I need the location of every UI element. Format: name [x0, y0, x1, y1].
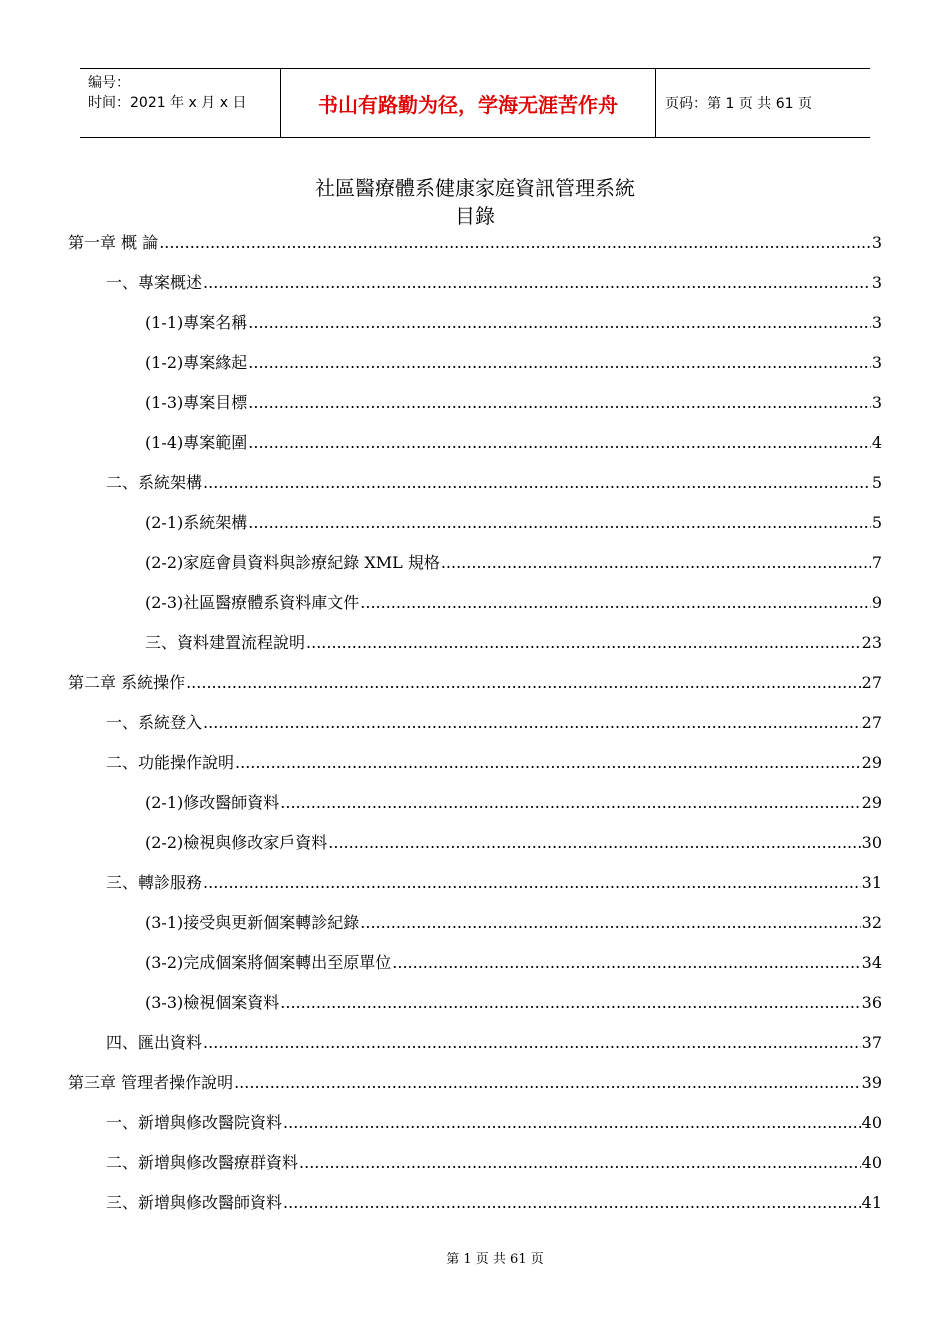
- toc-leader-dots: [441, 552, 871, 574]
- toc-entry[interactable]: [68, 1072, 882, 1112]
- toc-leader-dots: [248, 352, 871, 374]
- toc-leader-dots: [203, 472, 871, 494]
- toc-entry-page: 34: [861, 953, 882, 972]
- toc-entry-label: (3-3)檢視個案資料: [145, 993, 280, 1012]
- toc-entry[interactable]: [68, 752, 882, 792]
- toc-entry-label: 二、系統架構: [106, 473, 203, 492]
- toc-entry-page: 39: [861, 1073, 882, 1092]
- toc-entry-label: (2-1)修改醫師資料: [145, 793, 280, 812]
- toc-leader-dots: [306, 632, 861, 654]
- toc-entry-label: (3-2)完成個案將個案轉出至原單位: [145, 953, 392, 972]
- toc-entry[interactable]: [68, 952, 882, 992]
- header-motto: 书山有路勤为径，学海无涯苦作舟: [280, 69, 656, 137]
- toc-entry[interactable]: [68, 1032, 882, 1072]
- toc-entry-label: (1-4)專案範圍: [145, 433, 248, 452]
- toc-leader-dots: [280, 992, 860, 1014]
- toc-leader-dots: [234, 1072, 861, 1094]
- toc-entry-page: 3: [871, 273, 882, 292]
- toc-leader-dots: [203, 272, 871, 294]
- toc-heading: 目錄: [455, 204, 495, 228]
- toc-entry[interactable]: [68, 552, 882, 592]
- toc-entry-label: 一、專案概述: [106, 273, 203, 292]
- toc-entry[interactable]: [68, 1112, 882, 1152]
- toc-leader-dots: [248, 392, 871, 414]
- toc-entry-label: (2-3)社區醫療體系資料庫文件: [145, 593, 360, 612]
- toc-entry[interactable]: [68, 592, 882, 632]
- toc-leader-dots: [203, 712, 861, 734]
- toc-entry-label: 一、系統登入: [106, 713, 203, 732]
- toc-leader-dots: [186, 672, 861, 694]
- document-date: 时间：2021 年 x 月 x 日: [88, 95, 247, 111]
- toc-entry[interactable]: [68, 792, 882, 832]
- toc-entry[interactable]: [68, 312, 882, 352]
- toc-entry-label: 二、新增與修改醫療群資料: [106, 1153, 299, 1172]
- toc-entry-label: 三、資料建置流程說明: [145, 633, 306, 652]
- toc-leader-dots: [328, 832, 860, 854]
- toc-entry[interactable]: [68, 832, 882, 872]
- page-header: [80, 68, 870, 138]
- toc-entry-page: 41: [861, 1193, 882, 1212]
- header-meta: [80, 69, 280, 137]
- toc-entry-label: 四、匯出資料: [106, 1033, 203, 1052]
- toc-entry-page: 4: [871, 433, 882, 452]
- toc-entry-page: 3: [871, 313, 882, 332]
- toc-entry-label: 第三章 管理者操作說明: [68, 1073, 234, 1092]
- toc-entry-label: (1-3)專案目標: [145, 393, 248, 412]
- toc-entry[interactable]: [68, 352, 882, 392]
- toc-entry-label: (2-2)檢視與修改家戶資料: [145, 833, 328, 852]
- toc-leader-dots: [283, 1112, 861, 1134]
- toc-entry-label: (2-1)系統架構: [145, 513, 248, 532]
- toc-entry-label: (2-2)家庭會員資料與診療紀錄 XML 規格: [145, 553, 440, 572]
- toc-entry-page: 29: [861, 793, 882, 812]
- toc-leader-dots: [360, 912, 860, 934]
- toc-leader-dots: [248, 512, 871, 534]
- toc-leader-dots: [248, 432, 871, 454]
- toc-entry-label: 一、新增與修改醫院資料: [106, 1113, 283, 1132]
- toc-entry[interactable]: [68, 432, 882, 472]
- toc-entry-page: 3: [871, 393, 882, 412]
- toc-entry-page: 31: [861, 873, 882, 892]
- toc-entry-page: 9: [871, 593, 882, 612]
- toc-entry-label: (1-1)專案名稱: [145, 313, 248, 332]
- toc-entry[interactable]: [68, 232, 882, 272]
- toc-entry-label: 第二章 系統操作: [68, 673, 186, 692]
- toc-entry[interactable]: [68, 912, 882, 952]
- toc-entry-page: 40: [861, 1153, 882, 1172]
- toc-entry[interactable]: [68, 632, 882, 672]
- toc-entry-label: 第一章 概 論: [68, 233, 159, 252]
- toc-entry-label: (1-2)專案緣起: [145, 353, 248, 372]
- document-number-label: 编号：: [88, 75, 130, 91]
- toc-entry-page: 5: [871, 473, 882, 492]
- toc-entry-page: 37: [861, 1033, 882, 1052]
- toc-entry-page: 27: [861, 673, 882, 692]
- toc-entry[interactable]: [68, 992, 882, 1032]
- document-title: 社區醫療體系健康家庭資訊管理系統: [315, 176, 635, 200]
- toc-leader-dots: [235, 752, 861, 774]
- page-footer: [0, 1248, 950, 1267]
- toc-entry[interactable]: [68, 1152, 882, 1192]
- toc-entry-label: 三、轉診服務: [106, 873, 203, 892]
- toc-entry[interactable]: [68, 512, 882, 552]
- toc-leader-dots: [248, 312, 871, 334]
- toc-entry-page: 36: [861, 993, 882, 1012]
- toc-entry-page: 23: [861, 633, 882, 652]
- toc-leader-dots: [392, 952, 860, 974]
- toc-entry-label: 二、功能操作說明: [106, 753, 235, 772]
- toc-entry-page: 3: [871, 233, 882, 252]
- toc-entry[interactable]: [68, 472, 882, 512]
- footer-page-number: 第 1 页 共 61 页: [446, 1252, 544, 1267]
- table-of-contents: [68, 232, 882, 1232]
- toc-entry-page: 7: [871, 553, 882, 572]
- toc-leader-dots: [280, 792, 860, 814]
- toc-leader-dots: [203, 1032, 861, 1054]
- toc-entry-page: 32: [861, 913, 882, 932]
- toc-entry-page: 3: [871, 353, 882, 372]
- toc-leader-dots: [203, 872, 861, 894]
- toc-entry-label: (3-1)接受與更新個案轉診紀錄: [145, 913, 360, 932]
- toc-entry-page: 30: [861, 833, 882, 852]
- toc-entry[interactable]: [68, 272, 882, 312]
- toc-entry-page: 5: [871, 513, 882, 532]
- toc-entry[interactable]: [68, 712, 882, 752]
- toc-entry-page: 40: [861, 1113, 882, 1132]
- toc-entry-page: 27: [861, 713, 882, 732]
- toc-leader-dots: [299, 1152, 861, 1174]
- toc-entry[interactable]: [68, 672, 882, 712]
- toc-leader-dots: [360, 592, 871, 614]
- header-page-info: 页码：第 1 页 共 61 页: [665, 96, 812, 112]
- toc-entry[interactable]: [68, 872, 882, 912]
- toc-leader-dots: [159, 232, 871, 254]
- toc-leader-dots: [283, 1192, 861, 1214]
- toc-entry-page: 29: [861, 753, 882, 772]
- toc-entry[interactable]: [68, 392, 882, 432]
- toc-entry-label: 三、新增與修改醫師資料: [106, 1193, 283, 1212]
- toc-entry[interactable]: [68, 1192, 882, 1232]
